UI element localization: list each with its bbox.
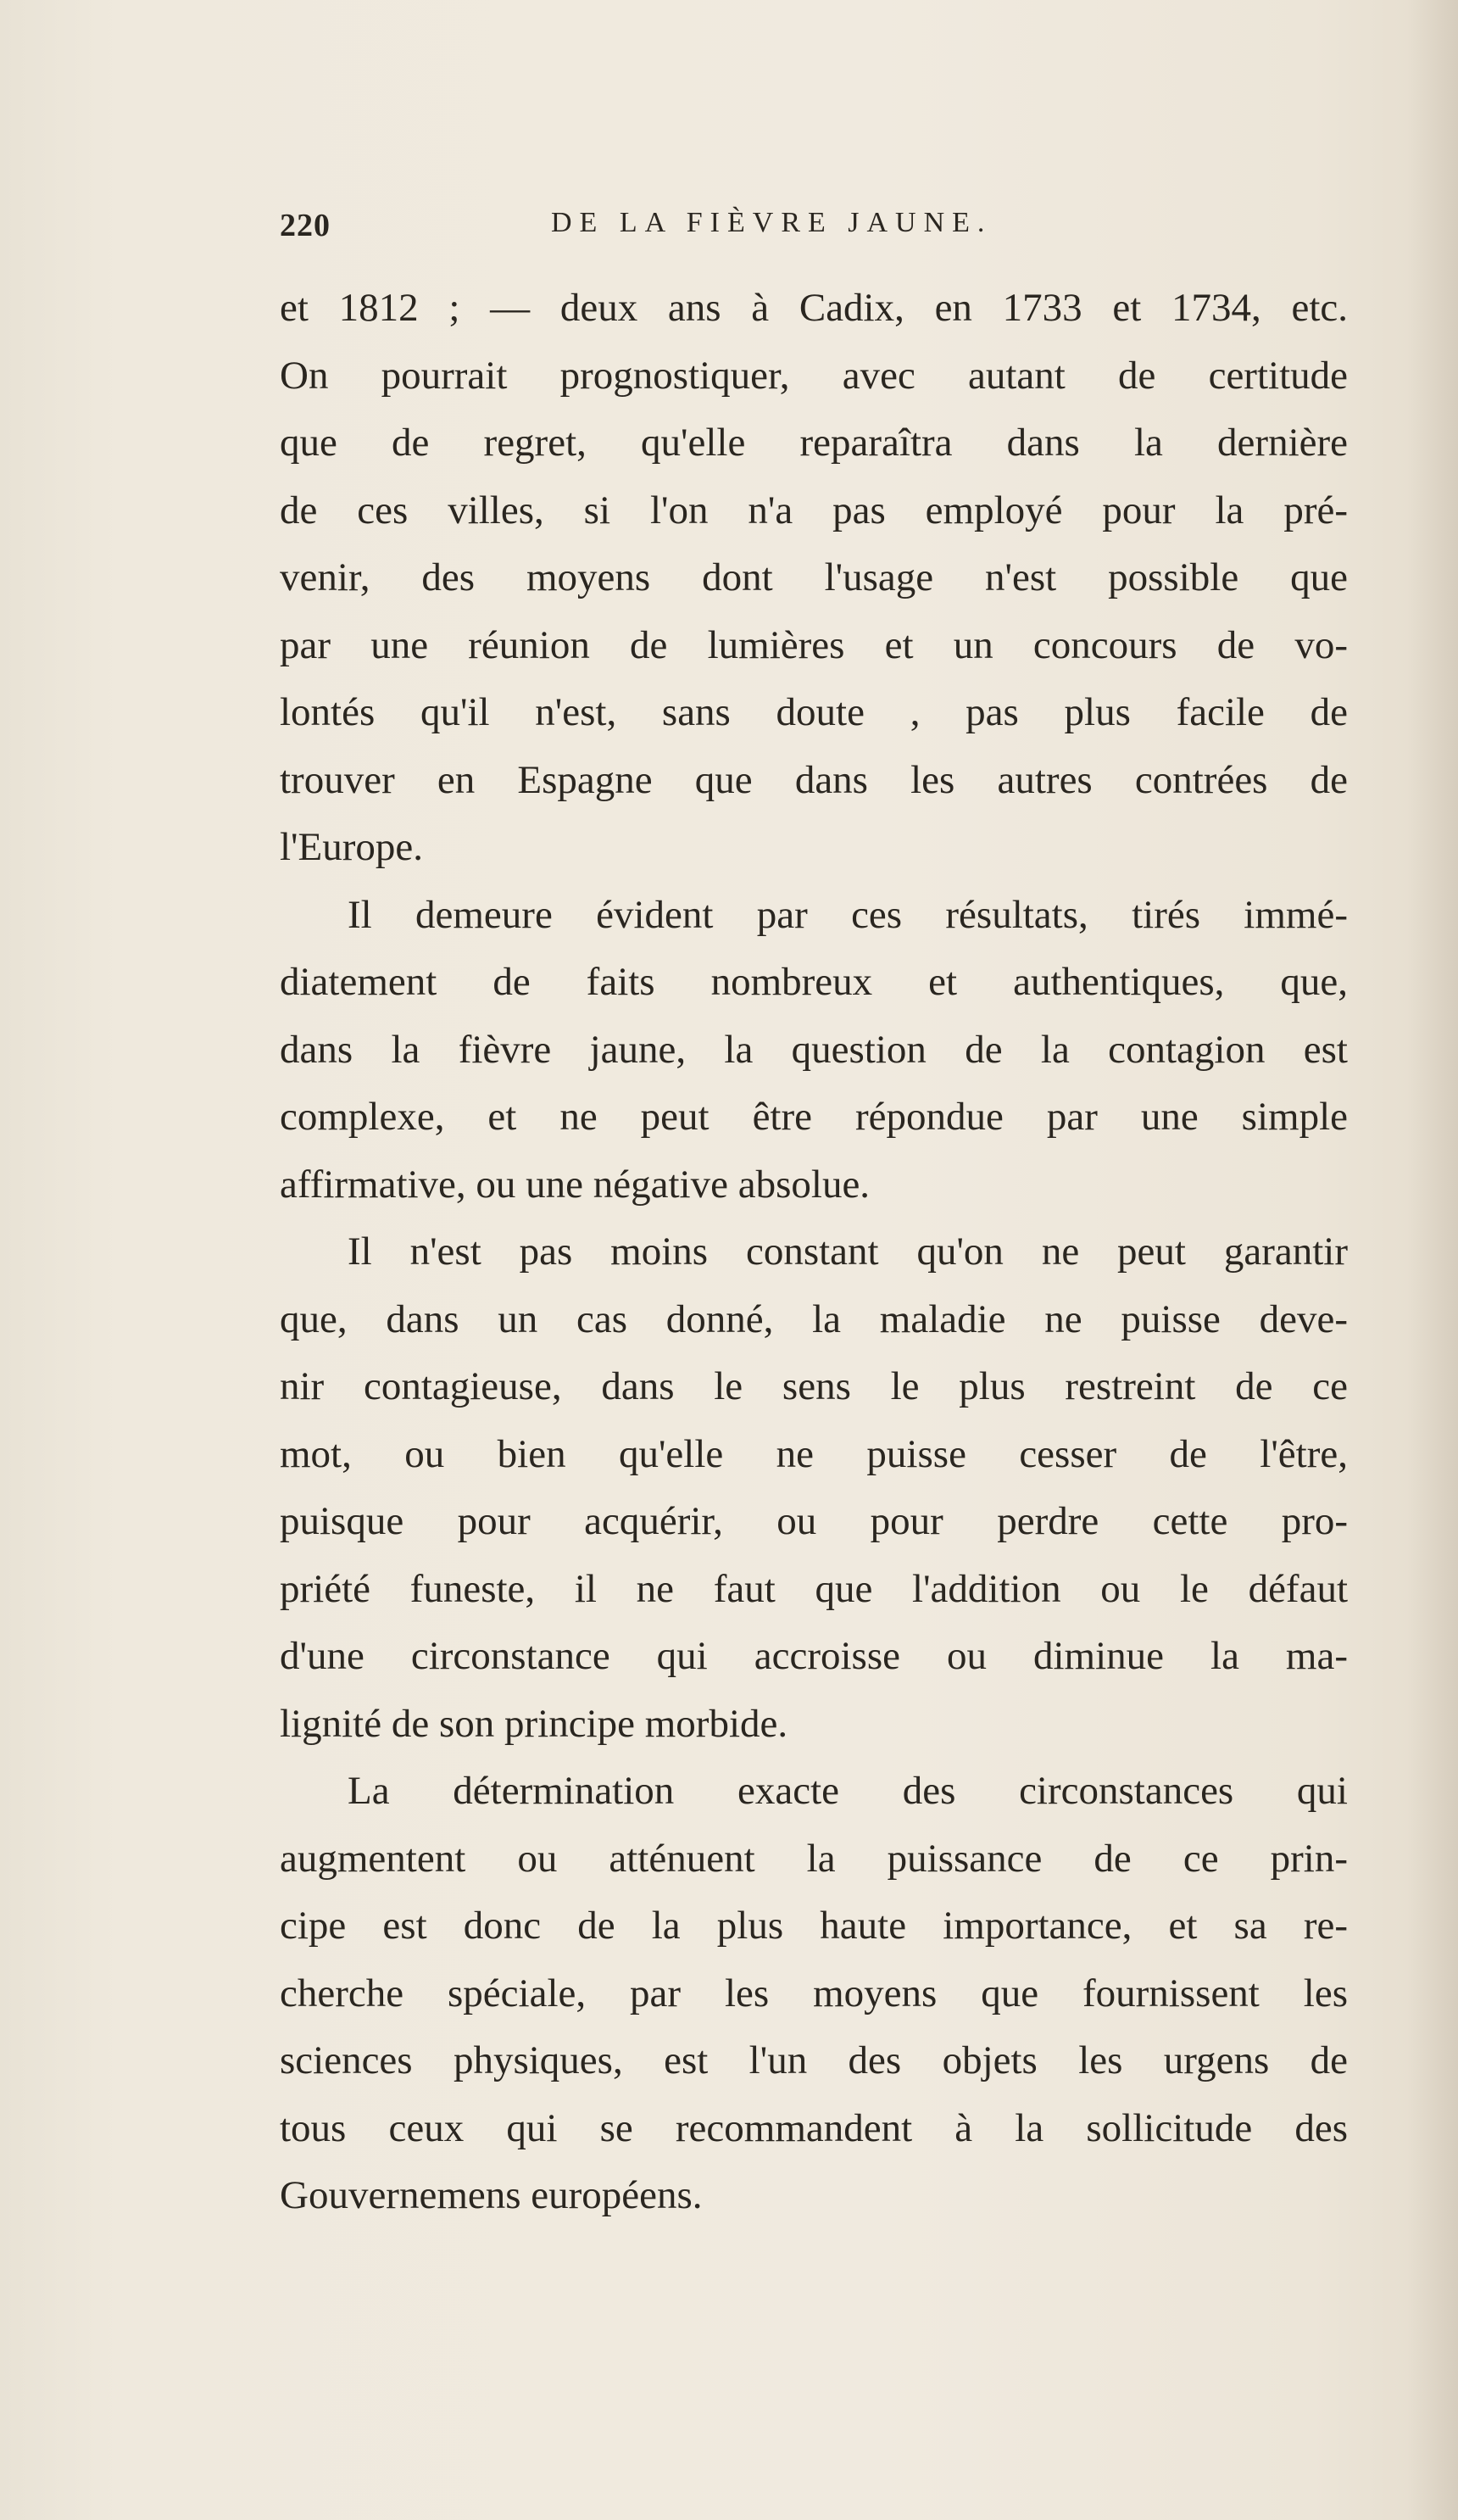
text-line: affirmative, ou une négative absolue. xyxy=(280,1162,871,1207)
text-line: que de regret, qu'elle reparaîtra dans la dernière xyxy=(280,421,1348,465)
text-line: augmentent ou atténuent la puissance de ce prin- xyxy=(280,1836,1348,1881)
text-line: mot, ou bien qu'elle ne puisse cesser de l'être, xyxy=(280,1431,1348,1476)
text-line: trouver en Espagne que dans les autres contrées de xyxy=(280,757,1348,802)
text-line: diatement de faits nombreux et authentiques, que, xyxy=(280,960,1348,1004)
text-line: par une réunion de lumières et un concours de vo- xyxy=(280,622,1348,667)
text-line: Il n'est pas moins constant qu'on ne peut garantir xyxy=(348,1229,1348,1274)
text-line: d'une circonstance qui accroisse ou diminue la ma- xyxy=(280,1634,1348,1678)
text-line: venir, des moyens dont l'usage n'est possible que xyxy=(280,555,1348,599)
text-line: cipe est donc de la plus haute importance, et sa re- xyxy=(280,1904,1348,1948)
running-head xyxy=(280,200,1136,259)
page-number: 220 xyxy=(280,208,331,243)
text-line: sciences physiques, est l'un des objets les urgens de xyxy=(280,2038,1348,2082)
text-line: tous ceux qui se recommandent à la sollicitude des xyxy=(280,2105,1348,2150)
text-line: l'Europe. xyxy=(280,825,423,869)
text-line: On pourrait prognostiquer, avec autant de certitude xyxy=(280,353,1348,398)
text-line: et 1812 ; — deux ans à Cadix, en 1733 et 1734, etc. xyxy=(280,286,1348,330)
text-line: Il demeure évident par ces résultats, tirés immé- xyxy=(348,892,1348,937)
text-line: que, dans un cas donné, la maladie ne puisse deve- xyxy=(280,1296,1348,1341)
text-line: Gouvernemens européens. xyxy=(280,2173,703,2217)
body-text xyxy=(280,275,1348,2230)
text-line: puisque pour acquérir, ou pour perdre cette pro- xyxy=(280,1499,1348,1543)
page-header-title: DE LA FIÈVRE JAUNE. xyxy=(551,207,993,238)
text-line: de ces villes, si l'on n'a pas employé pour la pré- xyxy=(280,488,1348,532)
text-line: lignité de son principe morbide. xyxy=(280,1701,788,1746)
text-line: complexe, et ne peut être répondue par une simple xyxy=(280,1095,1348,1139)
text-line: priété funeste, il ne faut que l'addition ou le défaut xyxy=(280,1566,1348,1611)
text-line: La détermination exacte des circonstances qui xyxy=(348,1769,1348,1813)
text-line: dans la fièvre jaune, la question de la contagion est xyxy=(280,1027,1348,1072)
text-line: nir contagieuse, dans le sens le plus restreint de ce xyxy=(280,1364,1348,1408)
text-line: lontés qu'il n'est, sans doute , pas plus facile de xyxy=(280,690,1348,734)
text-line: cherche spéciale, par les moyens que fournissent les xyxy=(280,1971,1348,2015)
